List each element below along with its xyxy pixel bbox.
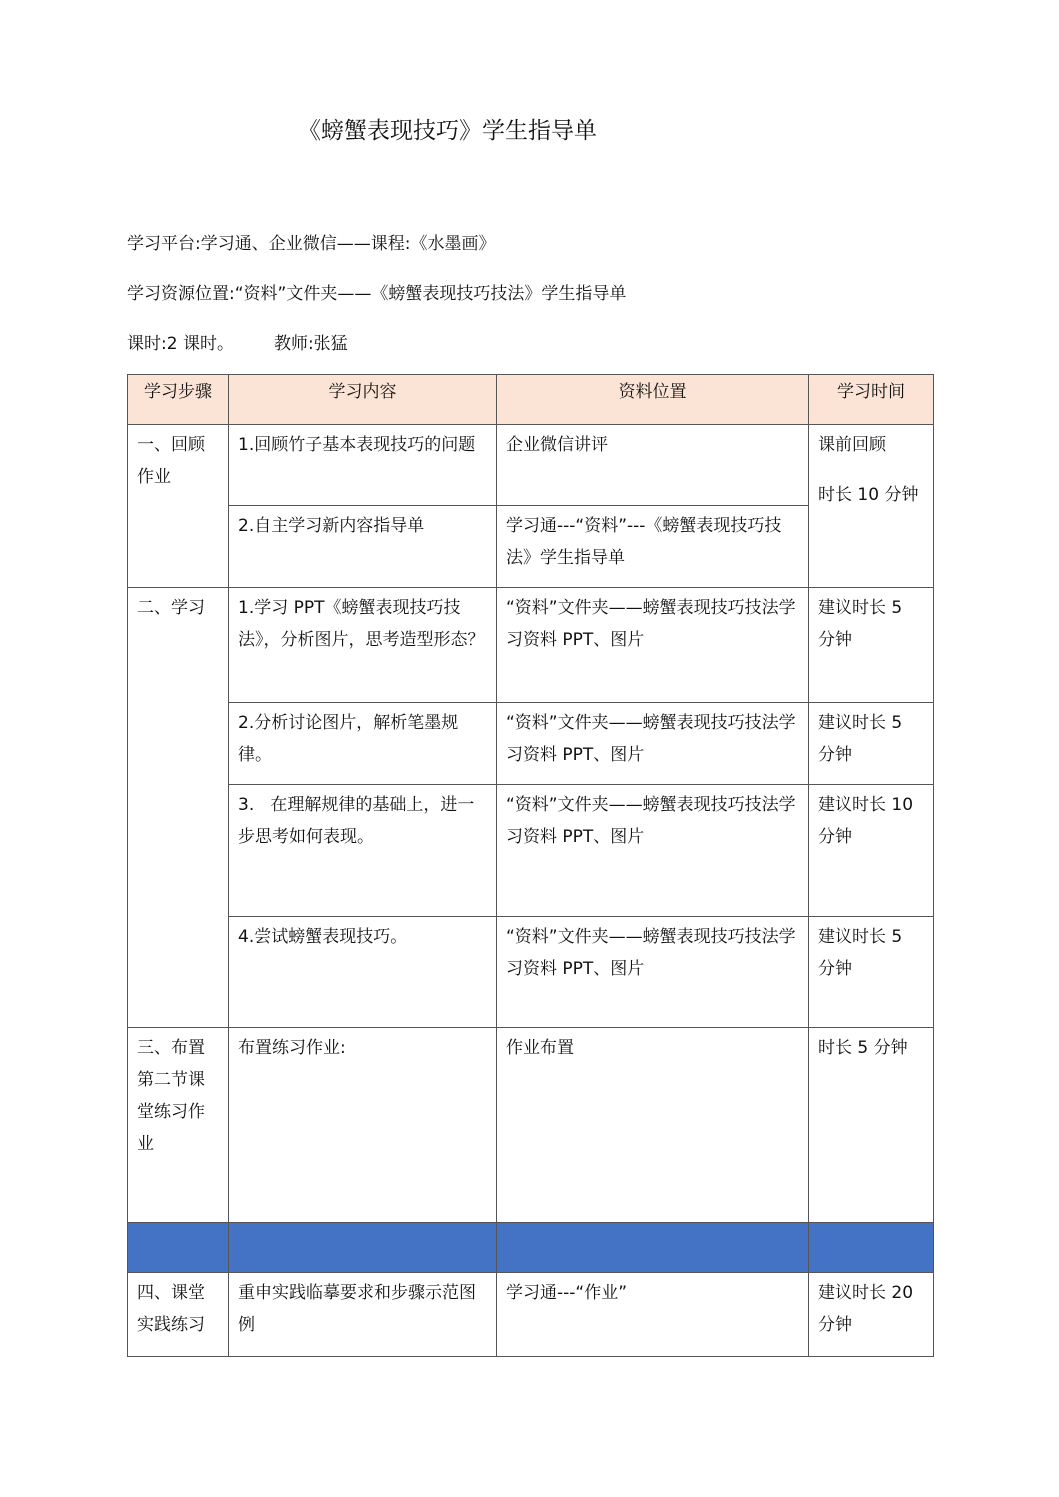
content-cell: 3. 在理解规律的基础上，进一步思考如何表现。 xyxy=(229,785,497,917)
step-cell-3: 三、布置第二节课堂练习作业 xyxy=(128,1028,229,1223)
content-cell: 2.分析讨论图片，解析笔墨规律。 xyxy=(229,703,497,785)
table-row xyxy=(128,1028,934,1223)
blue-cell xyxy=(229,1223,497,1273)
header-step: 学习步骤 xyxy=(128,375,229,425)
table-row xyxy=(128,588,934,703)
content-cell: 2.自主学习新内容指导单 xyxy=(229,506,497,588)
table-header-row xyxy=(128,375,934,425)
header-content: 学习内容 xyxy=(229,375,497,425)
hours-text: 课时:2 课时。 xyxy=(127,334,234,354)
table-row xyxy=(128,1273,934,1357)
time-cell-1 xyxy=(809,425,934,588)
time-cell: 建议时长 20 分钟 xyxy=(809,1273,934,1357)
location-cell: 企业微信讲评 xyxy=(497,425,809,506)
time-line-1: 课前回顾 xyxy=(818,435,886,455)
location-cell: “资料”文件夹——螃蟹表现技巧技法学习资料 PPT、图片 xyxy=(497,917,809,1028)
content-cell: 4.尝试螃蟹表现技巧。 xyxy=(229,917,497,1028)
time-line-2: 时长 10 分钟 xyxy=(818,485,919,505)
blue-cell xyxy=(809,1223,934,1273)
location-cell: “资料”文件夹——螃蟹表现技巧技法学习资料 PPT、图片 xyxy=(497,588,809,703)
step-cell-4: 四、课堂实践练习 xyxy=(128,1273,229,1357)
step-cell-2: 二、学习 xyxy=(128,588,229,1028)
location-cell: “资料”文件夹——螃蟹表现技巧技法学习资料 PPT、图片 xyxy=(497,785,809,917)
table-row xyxy=(128,917,934,1028)
table-row xyxy=(128,703,934,785)
hours-teacher-line xyxy=(127,329,348,354)
blue-cell xyxy=(497,1223,809,1273)
teacher-text: 教师:张猛 xyxy=(273,334,348,354)
location-cell: 学习通---“作业” xyxy=(497,1273,809,1357)
content-cell: 1.回顾竹子基本表现技巧的问题 xyxy=(229,425,497,506)
location-cell: 作业布置 xyxy=(497,1028,809,1223)
table-row xyxy=(128,425,934,506)
content-cell: 重申实践临摹要求和步骤示范图例 xyxy=(229,1273,497,1357)
content-cell: 1.学习 PPT《螃蟹表现技巧技法》，分析图片，思考造型形态？ xyxy=(229,588,497,703)
blue-cell xyxy=(128,1223,229,1273)
resource-line: 学习资源位置:“资料”文件夹——《螃蟹表现技巧技法》学生指导单 xyxy=(127,284,627,304)
blue-separator-row xyxy=(128,1223,934,1273)
guide-table xyxy=(127,374,934,1357)
time-cell: 建议时长 10 分钟 xyxy=(809,785,934,917)
page-title-text: 《螃蟹表现技巧》学生指导单 xyxy=(298,118,597,144)
step-cell-1: 一、回顾作业 xyxy=(128,425,229,588)
location-cell: 学习通---“资料”---《螃蟹表现技巧技法》学生指导单 xyxy=(497,506,809,588)
content-cell: 布置练习作业: xyxy=(229,1028,497,1223)
time-cell: 建议时长 5 分钟 xyxy=(809,588,934,703)
header-location: 资料位置 xyxy=(497,375,809,425)
time-cell: 时长 5 分钟 xyxy=(809,1028,934,1223)
location-cell: “资料”文件夹——螃蟹表现技巧技法学习资料 PPT、图片 xyxy=(497,703,809,785)
table-row xyxy=(128,785,934,917)
header-time: 学习时间 xyxy=(809,375,934,425)
time-cell: 建议时长 5 分钟 xyxy=(809,917,934,1028)
page-title xyxy=(0,112,1059,145)
time-cell: 建议时长 5 分钟 xyxy=(809,703,934,785)
platform-line: 学习平台:学习通、企业微信——课程:《水墨画》 xyxy=(127,234,496,254)
